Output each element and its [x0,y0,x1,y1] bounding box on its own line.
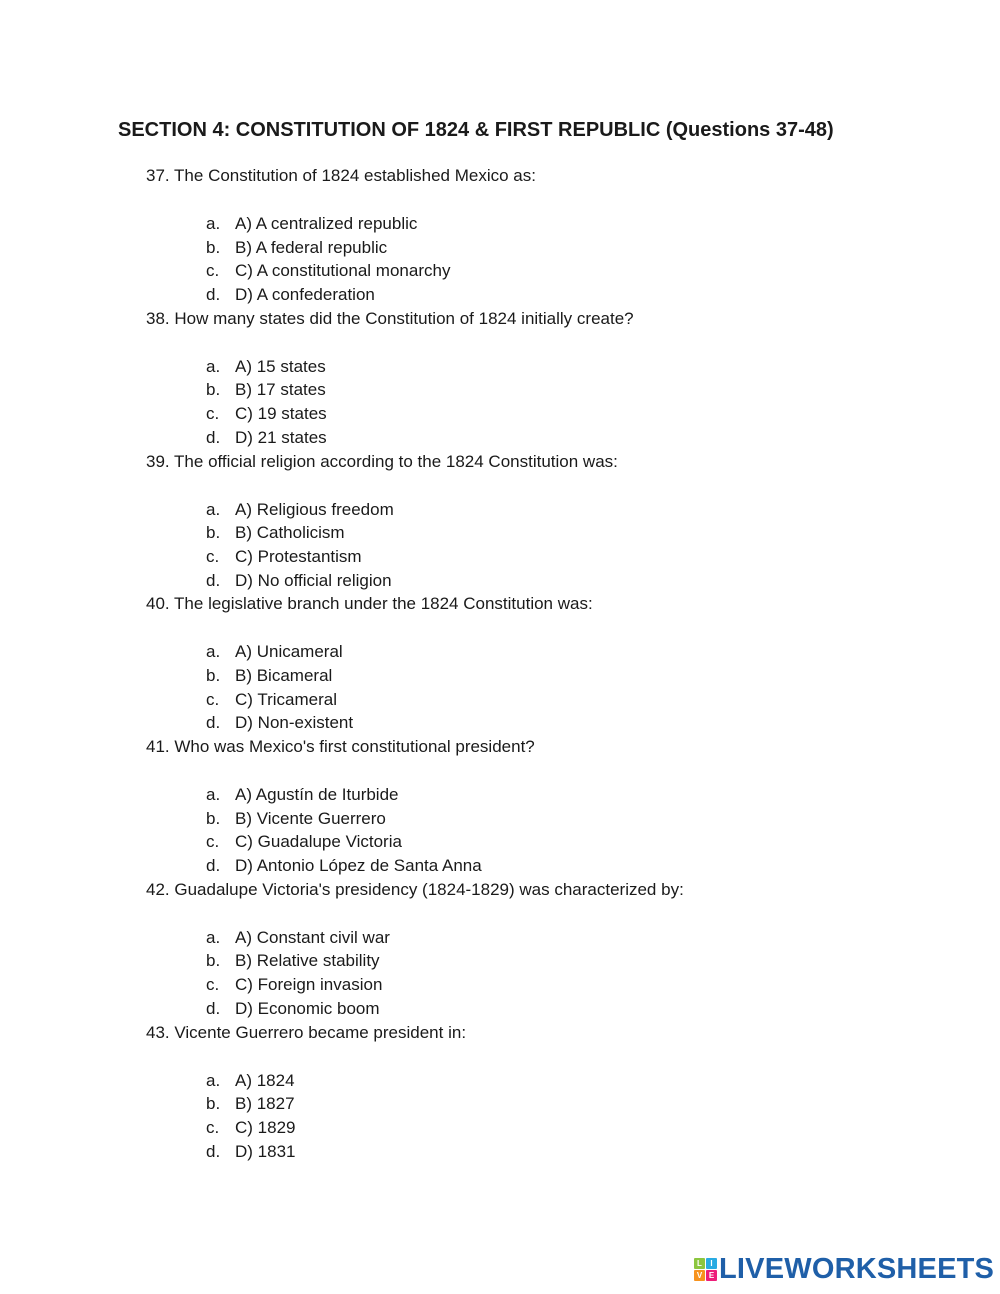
option-letter: c. [206,975,220,995]
option-text: A) Constant civil war [235,927,390,947]
option-text: B) Vicente Guerrero [235,808,386,828]
option-d[interactable] [146,426,946,450]
question-text: 40. The legislative branch under the 1824 Constitution was: [146,594,593,614]
option-list [146,355,946,450]
option-list [146,212,946,307]
option-d[interactable] [146,569,946,593]
option-d[interactable] [146,1140,946,1164]
option-text: A) Agustín de Iturbide [235,785,399,804]
option-text: D) Economic boom [235,998,380,1018]
option-text: B) Relative stability [235,951,380,971]
option-letter: d. [206,427,221,447]
option-c[interactable] [146,688,946,712]
option-a[interactable] [146,640,946,664]
option-text: A) A centralized republic [235,214,418,233]
option-letter: b. [206,237,221,257]
option-a[interactable] [146,498,946,522]
option-d[interactable] [146,854,946,878]
option-letter: d. [206,1141,221,1161]
option-list [146,783,946,878]
question-39 [146,450,946,593]
option-c[interactable] [146,1116,946,1140]
option-a[interactable] [146,1069,946,1093]
option-text: D) Antonio López de Santa Anna [235,856,482,876]
question-42 [146,878,946,1021]
question-list [146,164,946,1163]
option-text: C) Protestantism [235,546,362,566]
option-letter: a. [206,927,221,947]
option-letter: c. [206,404,220,424]
option-b[interactable] [146,521,946,545]
option-letter: b. [206,951,221,971]
question-text: 42. Guadalupe Victoria's presidency (1824-1829) was characterized by: [146,879,684,899]
option-list [146,640,946,735]
option-letter: b. [206,1094,221,1114]
option-c[interactable] [146,402,946,426]
option-b[interactable] [146,378,946,402]
question-text: 37. The Constitution of 1824 established Mexico as: [146,166,536,185]
question-40 [146,592,946,735]
option-letter: d. [206,856,221,876]
option-a[interactable] [146,212,946,236]
option-text: A) 1824 [235,1070,295,1090]
option-text: B) 17 states [235,380,326,400]
section-title: SECTION 4: CONSTITUTION OF 1824 & FIRST REPUBLIC (Questions 37-48) [118,119,834,141]
question-43 [146,1021,946,1164]
question-text: 39. The official religion according to the 1824 Constitution was: [146,451,618,471]
option-letter: b. [206,808,221,828]
question-37 [146,164,946,307]
option-list [146,1069,946,1164]
option-text: D) Non-existent [235,713,354,733]
option-letter: b. [206,380,221,400]
option-text: C) Guadalupe Victoria [235,832,402,852]
option-letter: c. [206,261,220,281]
option-letter: b. [206,665,221,685]
option-letter: a. [206,214,221,233]
option-letter: a. [206,1070,221,1090]
option-text: C) A constitutional monarchy [235,261,451,281]
option-b[interactable] [146,1092,946,1116]
question-text: 41. Who was Mexico's first constitutional president? [146,737,535,756]
option-a[interactable] [146,783,946,807]
option-letter: a. [206,642,221,662]
option-text: B) Catholicism [235,523,345,543]
option-text: D) 21 states [235,427,327,447]
option-letter: c. [206,832,220,852]
option-b[interactable] [146,807,946,831]
option-text: B) 1827 [235,1094,295,1114]
logo-mark-v: V [694,1270,705,1281]
option-d[interactable] [146,711,946,735]
logo-mark-e: E [706,1270,717,1281]
option-letter: a. [206,499,221,519]
option-text: D) 1831 [235,1141,296,1161]
option-letter: d. [206,285,221,305]
option-c[interactable] [146,545,946,569]
option-text: D) No official religion [235,570,392,590]
option-d[interactable] [146,997,946,1021]
logo-text: LIVEWORKSHEETS [719,1253,995,1285]
logo-mark-i: I [706,1258,717,1269]
option-b[interactable] [146,949,946,973]
option-a[interactable] [146,355,946,379]
option-c[interactable] [146,259,946,283]
option-text: C) Tricameral [235,689,338,709]
question-38 [146,307,946,450]
option-b[interactable] [146,236,946,260]
logo-mark-l: L [694,1258,705,1269]
option-c[interactable] [146,973,946,997]
option-letter: c. [206,1117,220,1137]
option-text: C) 19 states [235,404,327,424]
option-letter: d. [206,713,221,733]
option-letter: c. [206,689,220,709]
option-letter: a. [206,785,221,804]
option-letter: b. [206,523,221,543]
option-list [146,926,946,1021]
option-b[interactable] [146,664,946,688]
option-text: A) Religious freedom [235,499,394,519]
option-text: C) Foreign invasion [235,975,383,995]
option-letter: a. [206,356,221,376]
option-text: C) 1829 [235,1117,296,1137]
question-41 [146,735,946,878]
option-text: B) Bicameral [235,665,333,685]
option-text: B) A federal republic [235,237,388,257]
option-a[interactable] [146,926,946,950]
option-d[interactable] [146,283,946,307]
option-letter: d. [206,570,221,590]
option-text: A) 15 states [235,356,326,376]
option-c[interactable] [146,830,946,854]
option-text: A) Unicameral [235,642,343,662]
option-list [146,498,946,593]
question-text: 43. Vicente Guerrero became president in: [146,1022,467,1042]
question-text: 38. How many states did the Constitution of 1824 initially create? [146,308,634,328]
option-letter: d. [206,998,221,1018]
liveworksheets-logo[interactable] [694,1254,994,1284]
logo-mark-icon [694,1258,717,1281]
option-letter: c. [206,546,220,566]
option-text: D) A confederation [235,285,375,305]
